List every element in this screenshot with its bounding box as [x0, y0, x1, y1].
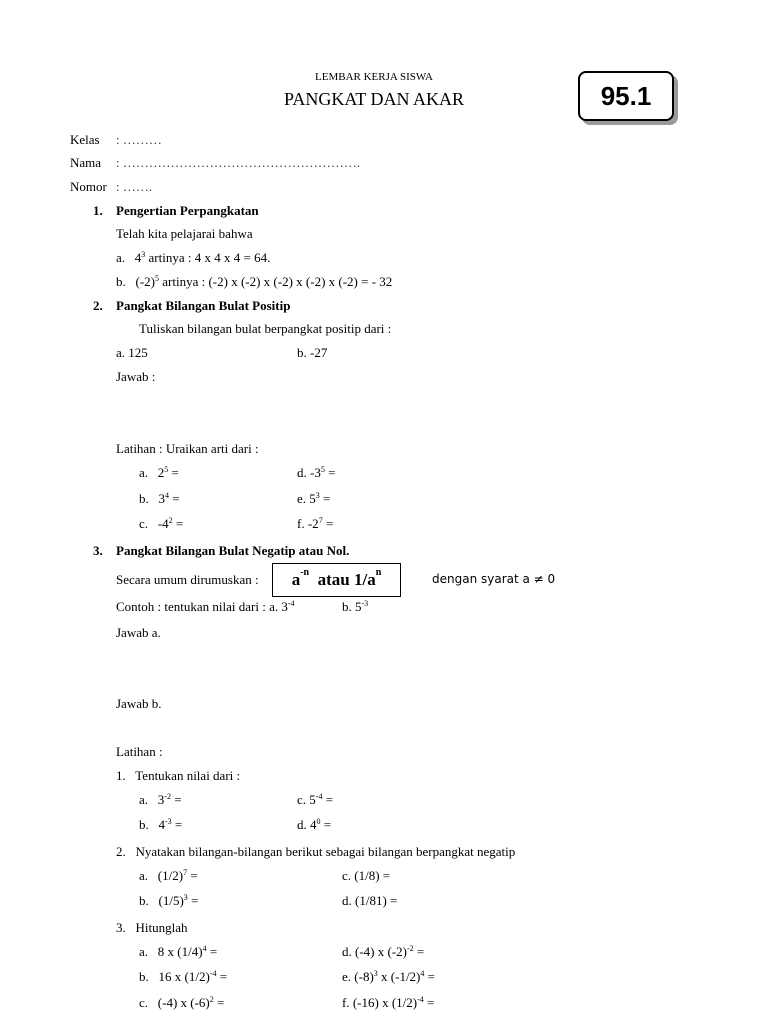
- section2-answer-label: Jawab :: [116, 369, 156, 384]
- nomor-label: Nomor: [70, 179, 107, 194]
- page-number-badge: 95.1: [578, 71, 674, 121]
- section2-heading: Pangkat Bilangan Bulat Positip: [116, 298, 291, 313]
- nama-label: Nama: [70, 155, 102, 170]
- section3-heading: Pangkat Bilangan Bulat Negatip atau Nol.: [116, 543, 350, 558]
- general-formula-label: Secara umum dirumuskan :: [116, 572, 259, 587]
- section3-number: 3.: [93, 543, 103, 558]
- exercise-item-e: e. $5^3$ =: [297, 491, 331, 506]
- q1-item-a: a. $3^{-2}$ =: [139, 792, 182, 807]
- q3-item-a: a. 8 x $(1/4)^4$ =: [139, 944, 218, 959]
- question-1: 1. Tentukan nilai dari :: [116, 768, 241, 783]
- section3-example: Contoh : tentukan nilai dari : a. $3^{-4}$: [116, 599, 295, 614]
- question-3: 3. Hitunglah: [116, 920, 188, 935]
- nomor-field: : …….: [116, 179, 153, 194]
- kelas-field: : ………: [116, 132, 162, 147]
- section3-exercise-label: Latihan :: [116, 744, 163, 759]
- kelas-label: Kelas: [70, 132, 100, 147]
- q2-item-c: c. (1/8) =: [342, 868, 391, 883]
- exercise-item-c: c. $-4^2$ =: [139, 516, 184, 531]
- section1-item-a: a. $4^3$ artinya : 4 x 4 x 4 = 64.: [116, 250, 271, 265]
- exercise-item-d: d. $-3^5$ =: [297, 465, 336, 480]
- section2-item-b: b. -27: [297, 345, 328, 360]
- section1-item-b: b. $(-2)^5$ artinya : (-2) x (-2) x (-2) x (-2) x (-2) = - 32: [116, 274, 393, 289]
- formula-box: a $^{-n}$ atau 1/a $^n$: [272, 563, 401, 597]
- q2-item-d: d. (1/81) =: [342, 893, 398, 908]
- section1-number: 1.: [93, 203, 103, 218]
- nama-field: : ……………………………………………….: [116, 155, 361, 170]
- section2-number: 2.: [93, 298, 103, 313]
- section1-heading: Pengertian Perpangkatan: [116, 203, 259, 218]
- q2-item-a: a. $(1/2)^7$ =: [139, 868, 198, 883]
- section2-instruction: Tuliskan bilangan bulat berpangkat positip dari :: [139, 321, 392, 336]
- q3-item-e: e. $(-8)^3$ x $(-1/2)^4$ =: [342, 969, 435, 984]
- worksheet-title: PANGKAT DAN AKAR: [283, 89, 465, 109]
- q3-item-c: c. (-4) x $(-6)^2$ =: [139, 995, 225, 1010]
- answer-b-label: Jawab b.: [116, 696, 162, 711]
- q1-item-c: c. $5^{-4}$ =: [297, 792, 334, 807]
- section1-intro: Telah kita pelajarai bahwa: [116, 226, 253, 241]
- section2-item-a: a. 125: [116, 345, 148, 360]
- answer-a-label: Jawab a.: [116, 625, 161, 640]
- worksheet-subtitle: LEMBAR KERJA SISWA: [315, 71, 433, 83]
- question-2: 2. Nyatakan bilangan-bilangan berikut sebagai bilangan berpangkat negatip: [116, 844, 516, 859]
- q1-item-b: b. $4^{-3}$ =: [139, 817, 183, 832]
- exercise-item-a: a. $2^5$ =: [139, 465, 179, 480]
- section3-example-b: b. $5^{-3}$: [342, 599, 369, 614]
- q3-item-d: d. (-4) x $(-2)^{-2}$ =: [342, 944, 425, 959]
- q1-item-d: d. $4^0$ =: [297, 817, 332, 832]
- formula-condition: dengan syarat a ≠ 0: [432, 572, 556, 586]
- q3-item-f: f. (-16) x $(1/2)^{-4}$ =: [342, 995, 435, 1010]
- exercise-item-b: b. $3^4$ =: [139, 491, 180, 506]
- q3-item-b: b. 16 x $(1/2)^{-4}$ =: [139, 969, 228, 984]
- q2-item-b: b. $(1/5)^3$ =: [139, 893, 199, 908]
- section2-exercise-label: Latihan : Uraikan arti dari :: [116, 441, 259, 456]
- exercise-item-f: f. $-2^7$ =: [297, 516, 334, 531]
